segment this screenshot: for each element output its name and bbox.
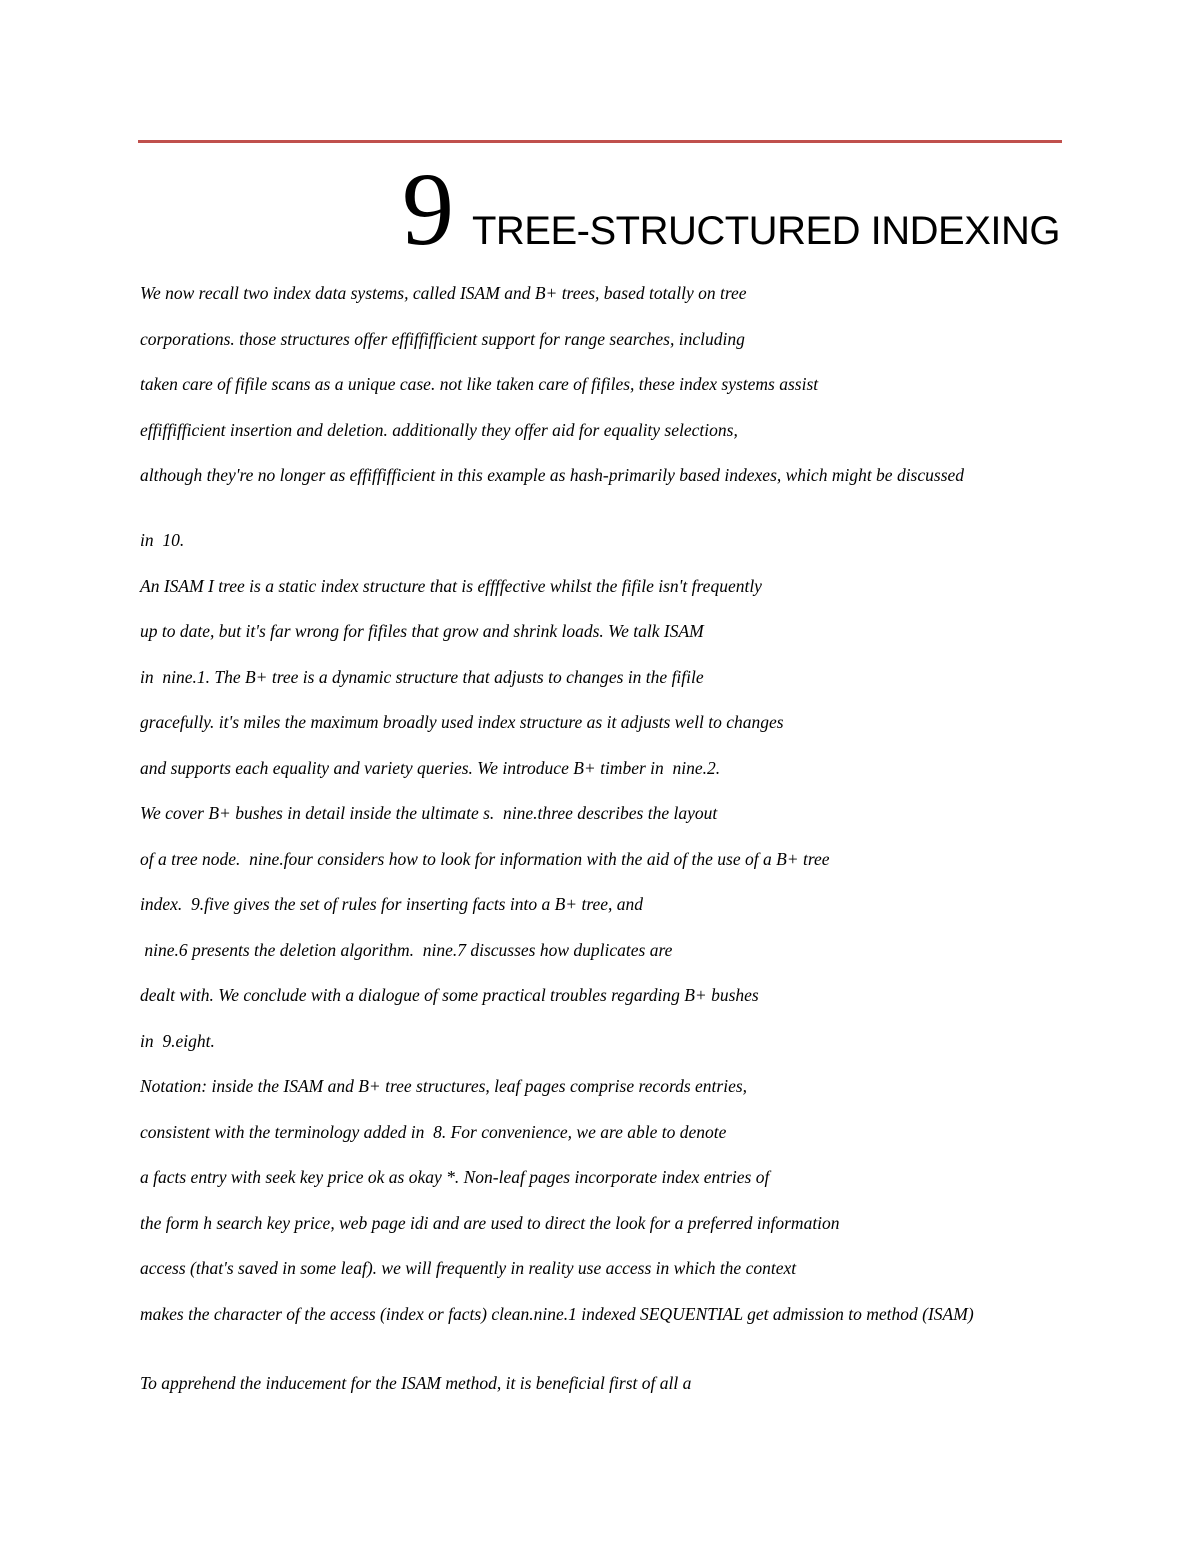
paragraph: An ISAM I tree is a static index structure that is effffective whilst the fifile isn't frequently (140, 575, 762, 596)
paragraph: access (that's saved in some leaf). we will frequently in reality use access in which the context (140, 1258, 797, 1278)
paragraph: in 10. (140, 530, 185, 550)
paragraph: the form h search key price, web page idi and are used to direct the look for a preferred information (140, 1212, 840, 1233)
paragraph: effiffifficient insertion and deletion. additionally they offer aid for equality selections, (140, 419, 738, 440)
paragraph: To apprehend the inducement for the ISAM method, it is beneficial first of all a (140, 1372, 692, 1393)
paragraph: We now recall two index data systems, called ISAM and B+ trees, based totally on tree (140, 283, 747, 303)
paragraph: in nine.1. The B+ tree is a dynamic structure that adjusts to changes in the fifile (140, 666, 704, 687)
paragraph: Notation: inside the ISAM and B+ tree structures, leaf pages comprise records entries, (140, 1076, 748, 1096)
paragraph: consistent with the terminology added in 8. For convenience, we are able to denote (140, 1121, 727, 1142)
paragraph: corporations. those structures offer effiffifficient support for range searches, including (140, 328, 745, 349)
chapter-heading (0, 152, 1060, 267)
paragraph: gracefully. it's miles the maximum broadly used index structure as it adjusts well to changes (140, 712, 784, 732)
paragraph: dealt with. We conclude with a dialogue of some practical troubles regarding B+ bushes (140, 985, 759, 1005)
paragraph: a facts entry with seek key price ok as okay *. Non-leaf pages incorporate index entries of (140, 1167, 770, 1187)
paragraph: index. 9.five gives the set of rules for inserting facts into a B+ tree, and (140, 894, 644, 914)
chapter-title: TREE-STRUCTURED INDEXING (471, 209, 1060, 253)
header-rule (138, 140, 1062, 143)
body-text (140, 280, 1060, 1415)
paragraph: We cover B+ bushes in detail inside the ultimate s. nine.three describes the layout (140, 803, 718, 823)
chapter-number: 9 (401, 152, 454, 267)
paragraph: makes the character of the access (index or facts) clean.nine.1 indexed SEQUENTIAL get admission to method (ISAM) (140, 1303, 974, 1324)
paragraph: taken care of fifile scans as a unique case. not like taken care of fifiles, these index systems assist (140, 374, 819, 394)
paragraph: and supports each equality and variety queries. We introduce B+ timber in nine.2. (140, 757, 721, 778)
paragraph: nine.6 presents the deletion algorithm. nine.7 discusses how duplicates are (140, 939, 673, 960)
paragraph: although they're no longer as effiffifficient in this example as hash-primarily based indexes, which might be discussed (140, 465, 965, 485)
paragraph: up to date, but it's far wrong for fifiles that grow and shrink loads. We talk ISAM (140, 621, 704, 641)
paragraph: of a tree node. nine.four considers how to look for information with the aid of the use of a B+ tree (140, 848, 830, 869)
paragraph: in 9.eight. (140, 1030, 215, 1051)
